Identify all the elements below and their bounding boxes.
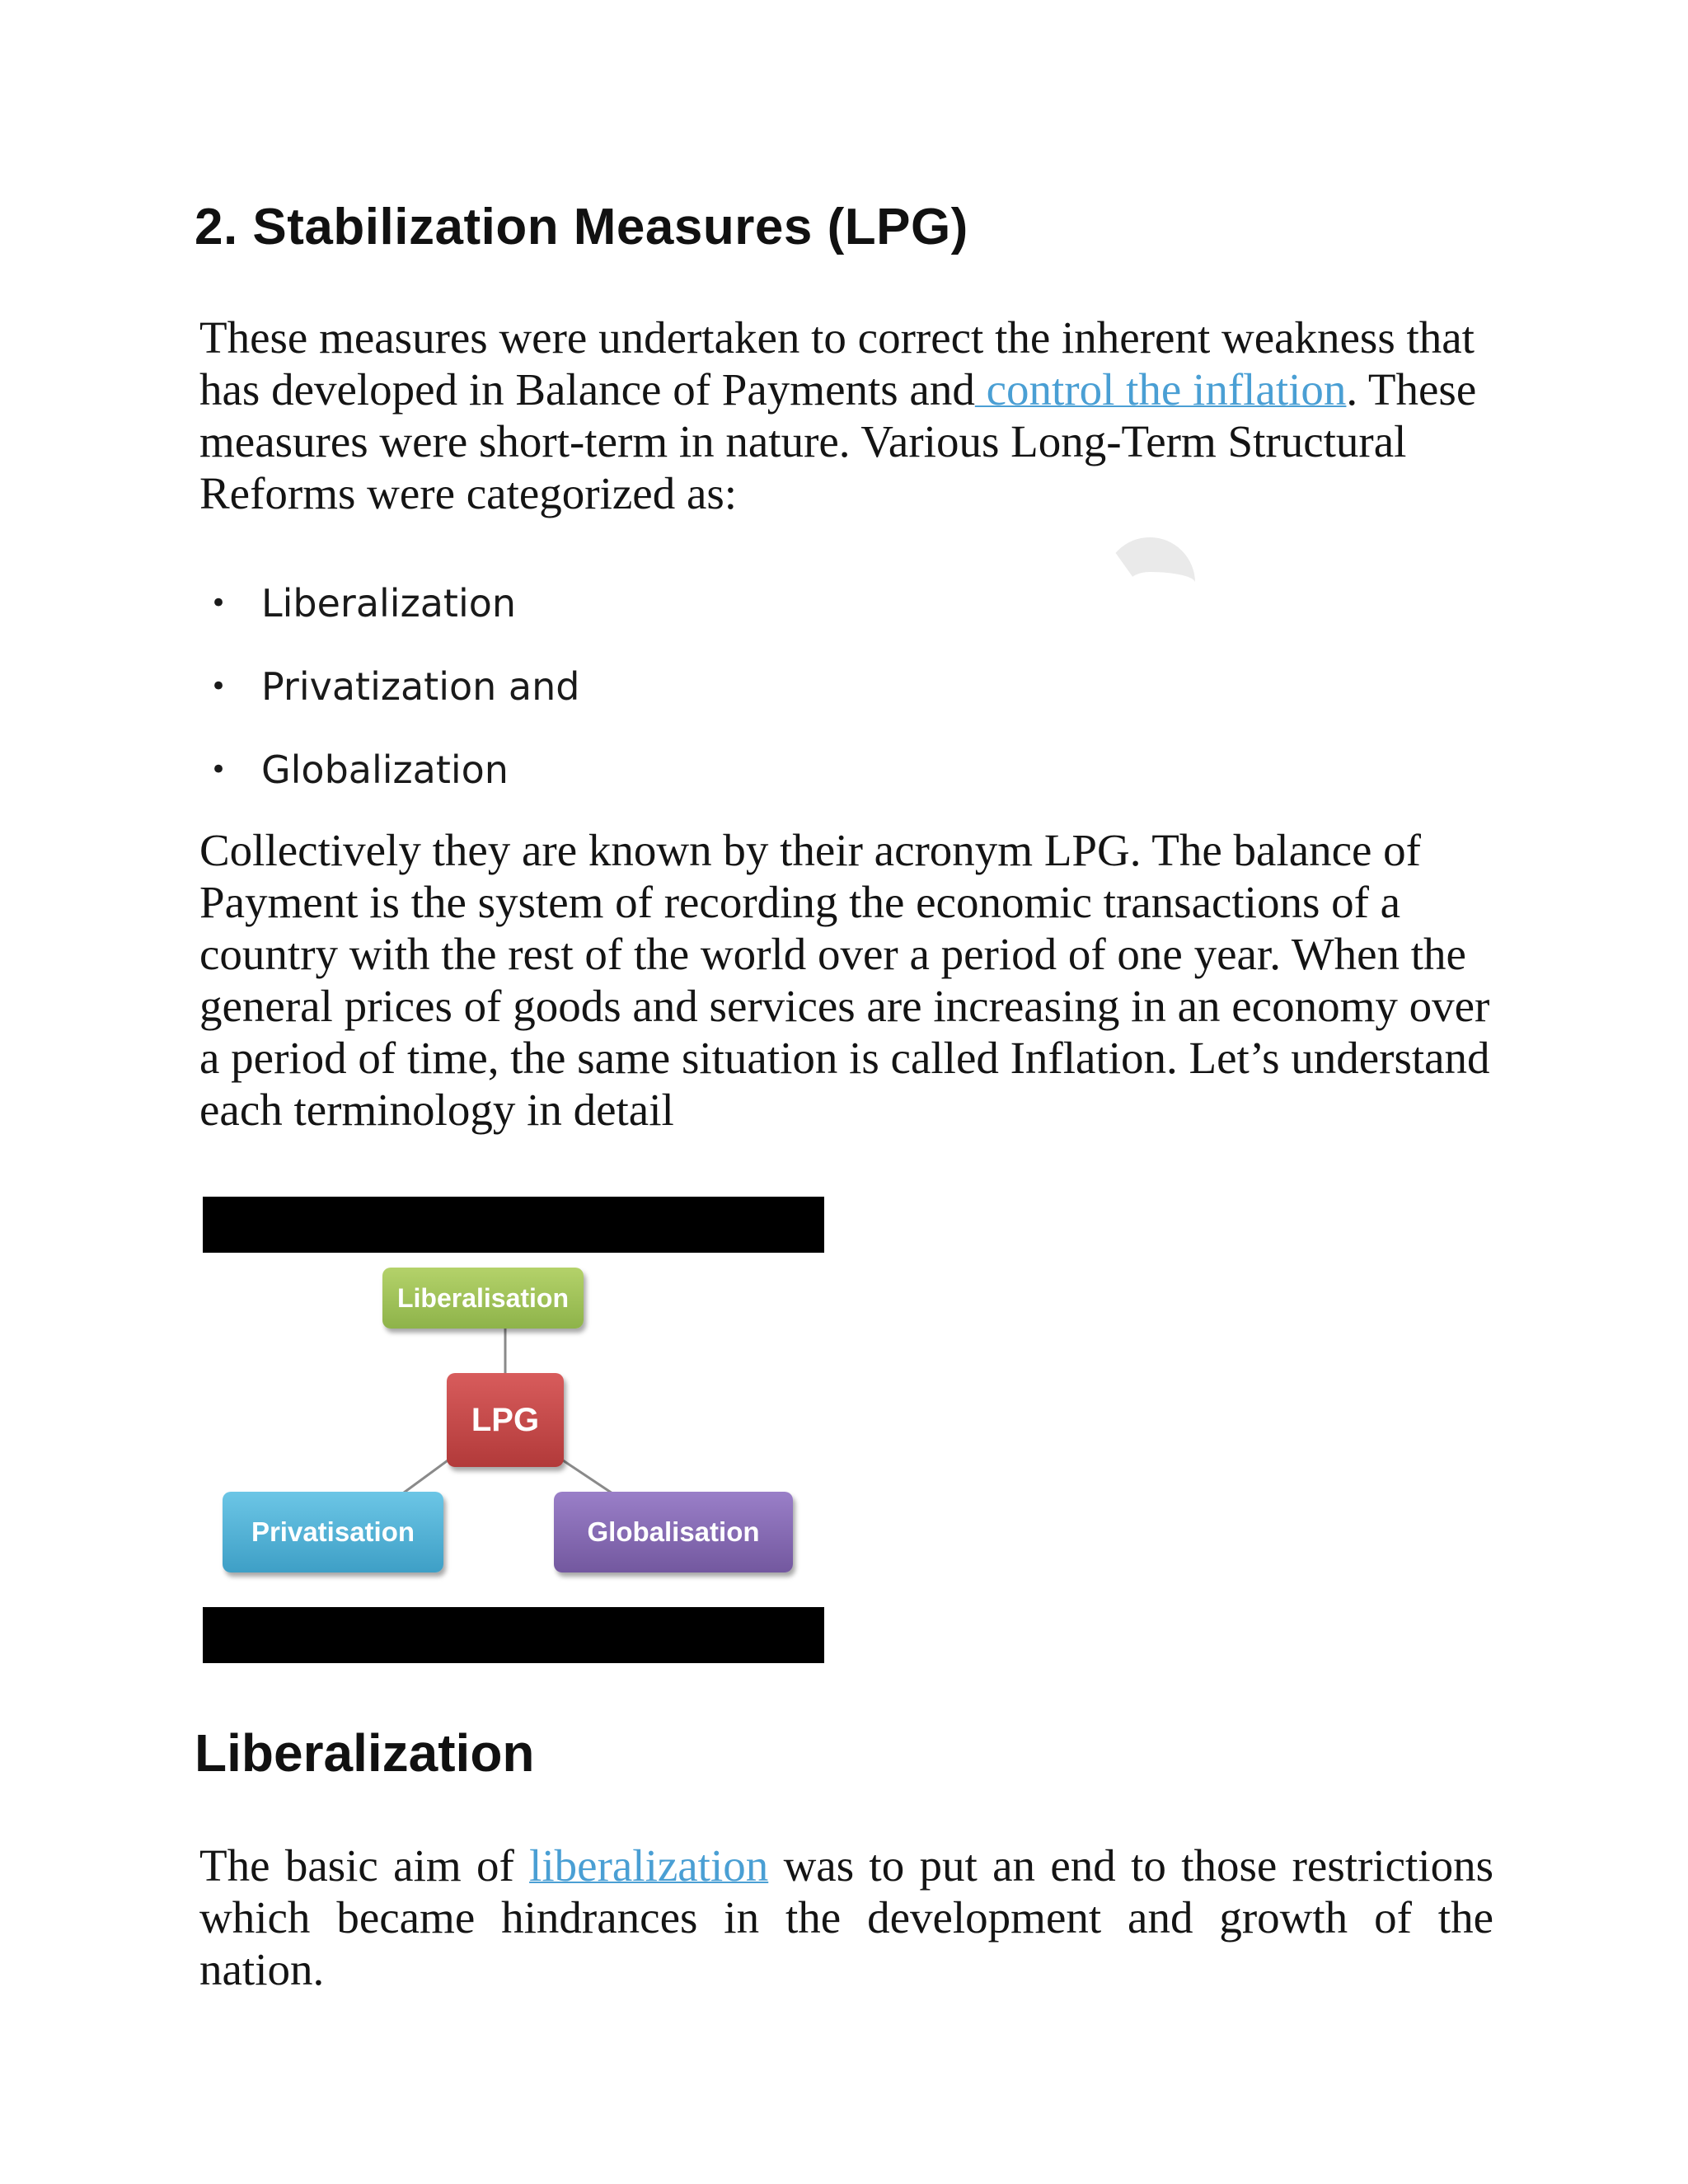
diagram-node-privatisation: Privatisation: [223, 1492, 443, 1572]
liberalization-text-start: The basic aim of: [199, 1840, 530, 1891]
liberalization-text-end: was to put an end to those restrictions which became hindrances in the development and growth of the nation.: [199, 1840, 1493, 1994]
lpg-explanation-paragraph: Collectively they are known by their acronym LPG. The balance of Payment is the system of recording the economic transactions of a country with the rest of the world over a period of one year. When the general prices of goods and services are increasing in an economy over a period of time, the same situation is called Inflation. Let’s understand each terminology in detail: [199, 825, 1490, 1135]
reform-list: [210, 579, 579, 828]
list-item: [210, 579, 579, 662]
intro-text-end: . These measures were short-term in nature. Various Long-Term Structural Reforms were categorized as:: [199, 364, 1477, 518]
list-item: [210, 662, 579, 745]
diagram-node-liberalisation: Liberalisation: [382, 1268, 584, 1329]
section-heading-liberalization: Liberalization: [195, 1723, 535, 1783]
bullet-icon: •: [210, 670, 227, 703]
section-heading-stabilization: 2. Stabilization Measures (LPG): [195, 199, 968, 255]
liberalization-link[interactable]: liberalization: [529, 1840, 769, 1891]
connector-right-line: [560, 1459, 615, 1495]
intro-text-start: These measures were undertaken to correct the inherent weakness that has developed in Balance of Payments and: [199, 312, 1475, 415]
list-item-label: Privatization and: [261, 664, 580, 709]
liberalization-paragraph: [199, 1840, 1493, 1995]
connector-left-line: [401, 1459, 450, 1495]
watermark-fragment: [1104, 537, 1195, 587]
intro-paragraph: [199, 312, 1510, 519]
control-inflation-link[interactable]: control the inflation: [974, 364, 1347, 415]
bullet-icon: •: [210, 587, 227, 620]
list-item-label: Globalization: [261, 748, 509, 792]
bullet-icon: •: [210, 753, 227, 786]
diagram-node-globalisation: Globalisation: [554, 1492, 793, 1572]
list-item-label: Liberalization: [261, 581, 517, 626]
lpg-diagram: [203, 1197, 824, 1663]
diagram-node-lpg: LPG: [447, 1373, 564, 1467]
diagram-bottom-black-bar: [203, 1607, 824, 1663]
list-item: [210, 745, 579, 828]
